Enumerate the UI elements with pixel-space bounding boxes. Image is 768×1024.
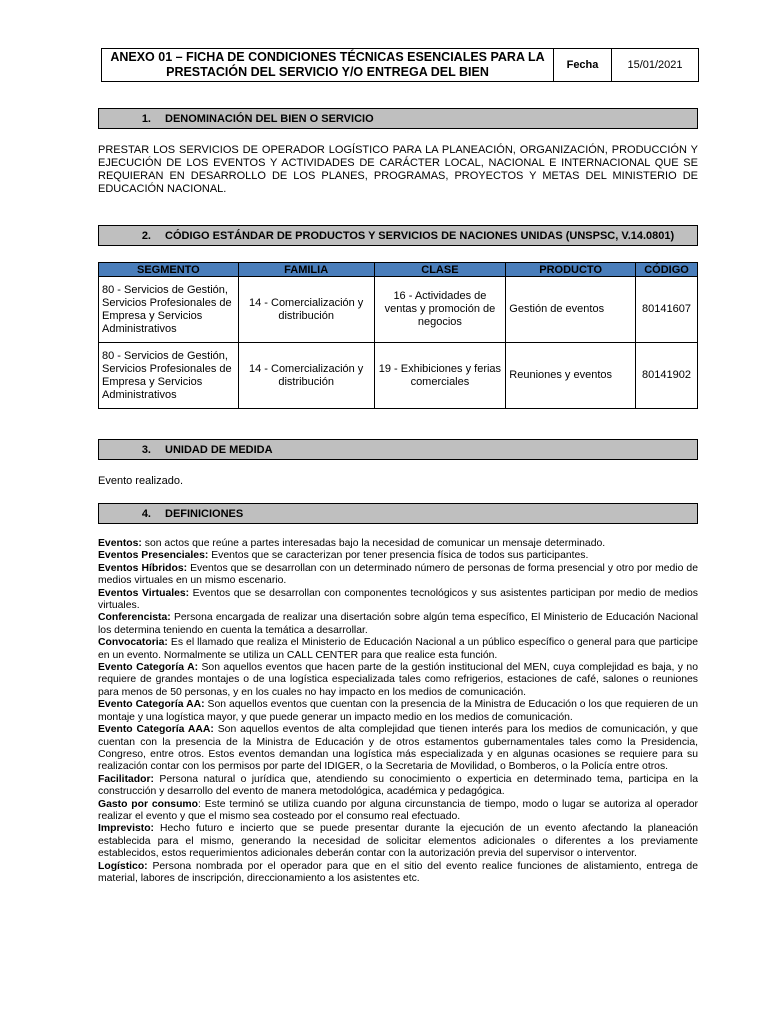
definition-item (98, 662, 698, 699)
definition-item (98, 699, 698, 724)
fecha-value: 15/01/2021 (627, 59, 683, 71)
definition-text: Son aquellos eventos que hacen parte de la gestión institucional del MEN, cuya complejidad es baja, y no requiere de grandes montajes o de una logística especializada tales como refrigerios, estaciones de café, salones o reuniones para menos de 50 personas, y en los cuales no hay impacto en los medios de comunicación. (98, 662, 698, 698)
section-title: CÓDIGO ESTÁNDAR DE PRODUCTOS Y SERVICIOS DE NACIONES UNIDAS (UNSPSC, V.14.0801) (165, 229, 675, 242)
section-title: UNIDAD DE MEDIDA (165, 443, 273, 456)
cell-clase: 19 - Exhibiciones y ferias comerciales (374, 343, 506, 409)
definition-item (98, 724, 698, 774)
definition-item (98, 823, 698, 860)
definition-term: Eventos Virtuales: (98, 587, 190, 599)
definition-term: Conferencista: (98, 612, 171, 624)
denominacion-text: PRESTAR LOS SERVICIOS DE OPERADOR LOGÍSTICO PARA LA PLANEACIÓN, ORGANIZACIÓN, PRODUCCIÓN Y EJECUCIÓN DE LOS EVENTOS Y ACTIVIDADES DE CARÁCTER LOCAL, NACIONAL E INTERNACIONAL QUE SE REQUIERAN EN DESARROLLO DE LOS PLANES, PROGRAMAS, PROYECTOS Y METAS DEL MINISTERIO DE EDUCACIÓN NACIONAL. (98, 144, 698, 195)
definition-item (98, 612, 698, 637)
section-number: 1. (141, 112, 151, 125)
definition-text: Eventos que se caracterizan por tener presencia física de todos sus participantes. (208, 550, 589, 562)
definition-text: Eventos que se desarrollan con un determinado número de personas de forma presencial y otro por medio de medios virtuales en un mismo escenario. (98, 562, 698, 587)
definition-text: Hecho futuro e incierto que se puede presentar durante la ejecución de un evento afectando la planeación establecida para el mismo, generando la necesidad de solicitar elementos adicionales o diferentes a los previamente establecidos, estos requerimientos adicionales deberán contar con la autorización previa del supervisor o interventor. (98, 823, 698, 860)
definition-item (98, 563, 698, 588)
definition-item (98, 799, 698, 824)
cell-segmento: 80 - Servicios de Gestión, Servicios Profesionales de Empresa y Servicios Administrativos (99, 277, 239, 343)
definition-text: Es el llamado que realiza el Ministerio de Educación Nacional a un público específico o general para que participe en un evento. Normalmente se utiliza un CALL CENTER para que realice esta función. (98, 637, 698, 661)
unspsc-table (98, 262, 698, 409)
definition-term: Eventos Presenciales: (98, 550, 209, 562)
title-line-1: ANEXO 01 – FICHA DE CONDICIONES TÉCNICAS ESENCIALES PARA LA (110, 50, 545, 64)
col-familia: FAMILIA (238, 263, 374, 277)
definition-item (98, 861, 698, 886)
definition-term: Convocatoria: (98, 637, 168, 649)
cell-clase: 16 - Actividades de ventas y promoción de negocios (374, 277, 506, 343)
col-segmento: SEGMENTO (99, 263, 239, 277)
cell-producto: Gestión de eventos (506, 277, 636, 343)
section-title: DENOMINACIÓN DEL BIEN O SERVICIO (165, 112, 374, 125)
definition-item (98, 588, 698, 613)
definition-term: Gasto por consumo (98, 798, 199, 810)
definition-term: Evento Categoría AA: (98, 699, 205, 711)
table-header-row (99, 263, 698, 277)
section-number: 2. (141, 229, 151, 242)
document-title (102, 49, 554, 81)
cell-familia: 14 - Comercialización y distribución (238, 277, 374, 343)
table-row (99, 343, 698, 409)
definition-text: Persona nombrada por el operador para que en el sitio del evento realice funciones de alistamiento, entrega de material, labores de inscripción, direccionamiento a los asistentes etc. (98, 860, 698, 884)
definitions-list (98, 538, 698, 885)
definition-text: Son aquellos eventos que cuentan con la presencia de la Ministra de Educación o los que requieren de un montaje y una logística mayor, y que puede generar un impacto medio en los medios de comunicación. (98, 699, 698, 723)
definition-text: Persona encargada de realizar una disertación sobre algún tema específico, El Ministerio de Educación Nacional los determina teniendo en cuenta la temática a desarrollar. (98, 612, 698, 636)
section-2-bar (98, 225, 698, 246)
definition-item (98, 550, 698, 562)
definition-text: Eventos que se desarrollan con componentes tecnológicos y sus asistentes participan por medio de medios virtuales. (98, 587, 698, 612)
cell-codigo: 80141902 (636, 343, 698, 409)
definition-item (98, 774, 698, 799)
header-table (101, 48, 699, 82)
col-producto: PRODUCTO (506, 263, 636, 277)
definition-item (98, 637, 698, 662)
section-4-bar (98, 503, 698, 524)
cell-segmento: 80 - Servicios de Gestión, Servicios Profesionales de Empresa y Servicios Administrativos (99, 343, 239, 409)
cell-producto: Reuniones y eventos (506, 343, 636, 409)
col-clase: CLASE (374, 263, 506, 277)
definition-text: Persona natural o jurídica que, atendiendo su conocimiento o experticia en determinado tema, participa en la construcción y desarrollo del evento de manera metodológica, académica y pedagógica. (98, 773, 698, 798)
definition-text: Son aquellos eventos de alta complejidad que tienen interés para los medios de comunicación, y que cuentan con la presencia de la Ministra de Educación y de otros estamentos gubernamentales tales como la Presidencia, Congreso, entre otros. Estos eventos demandan una logística más especializada y en algunas ocasiones se requiere para su realización contar con los permisos por parte del IDIGER, o la Secretaria de Movilidad, o Bomberos, o la Policía entre otros. (98, 724, 698, 773)
section-3-bar (98, 439, 698, 460)
cell-familia: 14 - Comercialización y distribución (238, 343, 374, 409)
definition-term: Imprevisto: (98, 823, 155, 835)
definition-term: Facilitador: (98, 773, 155, 785)
section-number: 3. (141, 443, 151, 456)
definition-term: Evento Categoría AAA: (98, 724, 214, 736)
table-row (99, 277, 698, 343)
cell-codigo: 80141607 (636, 277, 698, 343)
section-1-bar (98, 108, 698, 129)
col-codigo: CÓDIGO (636, 263, 698, 277)
section-number: 4. (141, 507, 151, 520)
definition-term: Evento Categoría A: (98, 662, 199, 674)
definition-text: : Este terminó se utiliza cuando por alguna circunstancia de tiempo, modo o lugar se autoriza al operador realizar el evento y que el mismo sea costeado por el consumo real efectuado. (98, 798, 698, 822)
definition-term: Eventos Híbridos: (98, 562, 188, 574)
fecha-label: Fecha (554, 49, 612, 81)
title-line-2: PRESTACIÓN DEL SERVICIO Y/O ENTREGA DEL BIEN (166, 65, 489, 79)
definition-term: Eventos: (98, 538, 142, 549)
unidad-text: Evento realizado. (98, 475, 183, 487)
definition-term: Logístico: (98, 860, 148, 872)
definition-item (98, 538, 698, 550)
section-title: DEFINICIONES (165, 507, 244, 520)
definition-text: son actos que reúne a partes interesadas bajo la necesidad de comunicar un mensaje determinado. (141, 538, 606, 549)
